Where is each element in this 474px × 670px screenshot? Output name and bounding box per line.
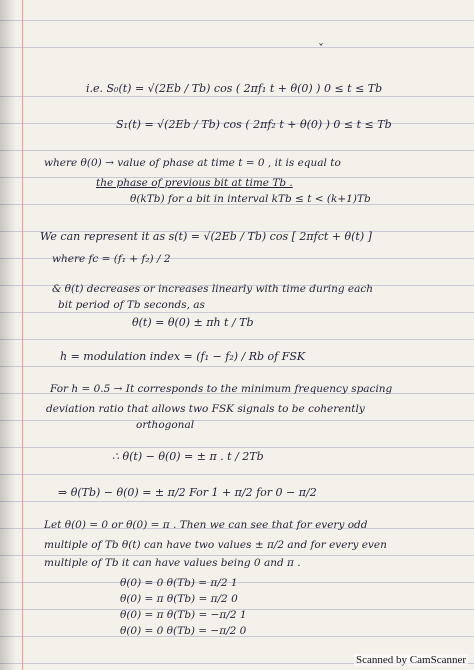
table-row: θ(0) = π θ(Tb) = −π/2 1 [120, 609, 247, 621]
text-line: θ(kTb) for a bit in interval kTb ≤ t < (k+1)Tb [130, 193, 371, 205]
text-line: multiple of Tb θ(t) can have two values ± π/2 and for every even [44, 539, 387, 551]
table-row: θ(0) = 0 θ(Tb) = −π/2 0 [120, 625, 247, 637]
text-line: bit period of Tb seconds, as [58, 299, 205, 311]
table-row: θ(0) = π θ(Tb) = π/2 0 [120, 593, 238, 605]
equation-fc: where fc = (f₁ + f₂) / 2 [52, 253, 171, 265]
text-line: the phase of previous bit at time Tb . [96, 177, 293, 189]
pen-tick-mark: ˇ [318, 42, 324, 56]
equation-phase-diff: ∴ θ(t) − θ(0) = ± π . t / 2Tb [112, 450, 264, 463]
text-line: Let θ(0) = 0 or θ(0) = π . Then we can see that for every odd [44, 519, 368, 531]
equation-phase-tb: ⇒ θ(Tb) − θ(0) = ± π/2 For 1 + π/2 for 0 − π/2 [58, 486, 317, 499]
equation-theta: θ(t) = θ(0) ± πh t / Tb [132, 316, 254, 329]
scanner-watermark: Scanned by CamScanner [356, 654, 466, 666]
equation-s0: i.e. S₀(t) = √(2Eb / Tb) cos ( 2πf₁ t + θ(0) ) 0 ≤ t ≤ Tb [86, 82, 383, 95]
text-line: orthogonal [136, 419, 195, 431]
text-line: & θ(t) decreases or increases linearly with time during each [52, 283, 374, 295]
text-line: deviation ratio that allows two FSK signals to be coherently [46, 403, 365, 415]
text-line: where θ(0) → value of phase at time t = 0 , it is equal to [44, 157, 341, 169]
text-line: For h = 0.5 → It corresponds to the minimum frequency spacing [50, 383, 393, 395]
text-line: multiple of Tb it can have values being 0 and π . [44, 557, 301, 569]
equation-modulation-index: h = modulation index = (f₁ − f₂) / Rb of FSK [60, 350, 306, 363]
page-edge-shadow [0, 0, 16, 670]
table-row: θ(0) = 0 θ(Tb) = π/2 1 [120, 577, 238, 589]
equation-s1: S₁(t) = √(2Eb / Tb) cos ( 2πf₂ t + θ(0) ) 0 ≤ t ≤ Tb [116, 118, 392, 131]
margin-line [22, 0, 23, 670]
equation-st: We can represent it as s(t) = √(2Eb / Tb) cos [ 2πfct + θ(t) ] [40, 230, 372, 243]
